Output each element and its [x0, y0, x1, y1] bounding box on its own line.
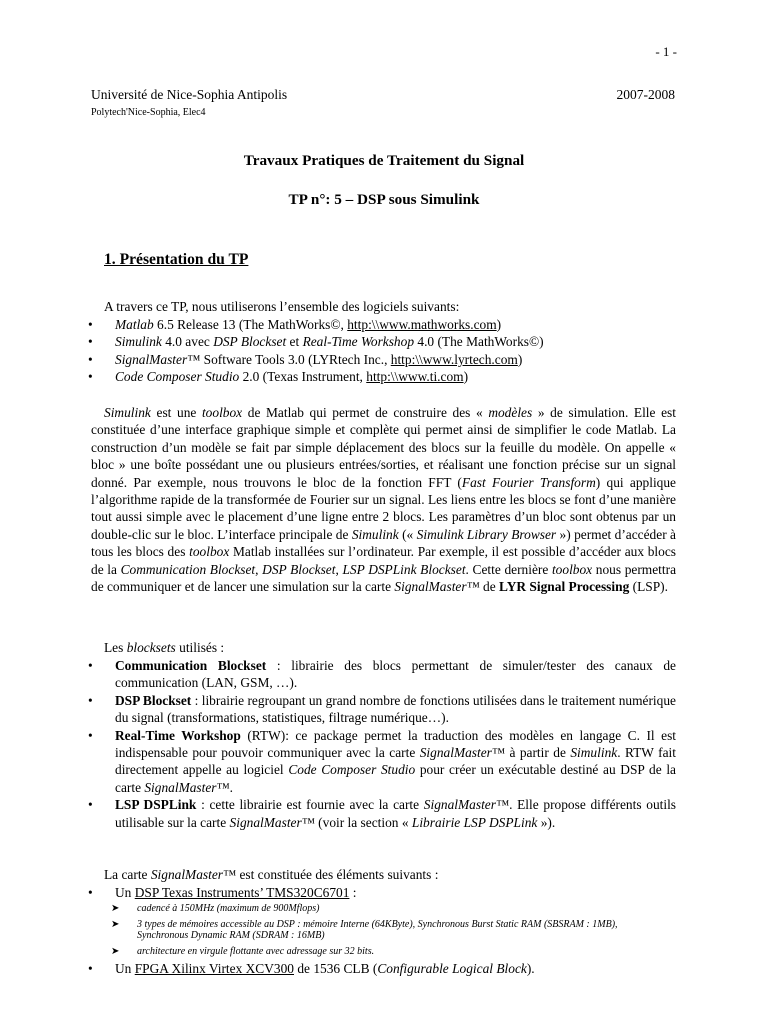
blocksets-list	[88, 657, 676, 831]
document-title: Travaux Pratiques de Traitement du Signal	[243, 152, 525, 169]
bullet-icon: •	[88, 351, 93, 367]
academic-year: 2007-2008	[616, 87, 675, 102]
dsp-details-list	[111, 903, 671, 961]
bullet-icon: •	[88, 797, 93, 813]
arrow-bullet-icon: ➤	[111, 903, 120, 914]
fpga-link[interactable]: FPGA Xilinx Virtex XCV300	[134, 961, 294, 976]
dsp-link[interactable]: DSP Texas Instruments’ TMS320C6701	[134, 885, 350, 900]
bullet-icon: •	[88, 317, 93, 332]
bullet-icon: •	[88, 692, 93, 708]
list-item: • LSP DSPLink : cette librairie est fournie avec la carte SignalMaster™. Elle propose différents outils utilisable sur la carte SignalMaster™ (voir la section « Librairie LSP DSPLink »).	[88, 797, 677, 830]
bullet-icon: •	[88, 658, 93, 673]
carte-list-fpga	[88, 960, 678, 977]
list-item: • DSP Blockset : librairie regroupant un grand nombre de fonctions utilisées dans le traitement numérique du signal (transformations, statistiques, filtrage numérique…).	[88, 692, 676, 726]
list-item: • Matlab 6.5 Release 13 (The MathWorks©, http:\\www.mathworks.com)	[88, 317, 502, 332]
mathworks-link[interactable]: http:\\www.mathworks.com	[347, 317, 497, 332]
list-item: • Un FPGA Xilinx Virtex XCV300 de 1536 CLB (Configurable Logical Block).	[88, 961, 535, 976]
arrow-bullet-icon: ➤	[111, 945, 120, 957]
department-name: Polytech'Nice-Sophia, Elec4	[91, 107, 206, 118]
bullet-icon: •	[88, 334, 93, 350]
arrow-bullet-icon: ➤	[111, 918, 120, 930]
lyrtech-link[interactable]: http:\\www.lyrtech.com	[390, 351, 518, 367]
list-item: • Communication Blockset : librairie des blocs permettant de simuler/tester des canaux de communication (LAN, GSM, …).	[88, 658, 676, 691]
list-item: • Real-Time Workshop (RTW): ce package permet la traduction des modèles en langage C. Il est indispensable pour pouvoir communiquer avec la carte SignalMaster™ à partir de Simulink. RTW fait directement appelle au logiciel Code Composer Studio pour créer un exécutable destiné au DSP de la carte SignalMaster™.	[88, 727, 677, 795]
institution-name: Université de Nice-Sophia Antipolis	[91, 87, 288, 102]
carte-list-dsp	[88, 884, 678, 901]
bullet-icon: •	[88, 961, 93, 976]
list-item: ➤ architecture en virgule flottante avec adressage sur 32 bits.	[111, 945, 375, 957]
bullet-icon: •	[88, 727, 93, 743]
page-number: - 1 -	[655, 44, 677, 59]
software-list	[88, 316, 678, 386]
carte-intro: La carte SignalMaster™ est constituée des éléments suivants :	[104, 867, 439, 882]
list-item: ➤ cadencé à 150MHz (maximum de 900Mflops)	[111, 903, 320, 914]
bullet-icon: •	[88, 885, 93, 900]
list-item: ➤ 3 types de mémoires accessible au DSP : mémoire Interne (64KByte), Synchronous Burst Static RAM (SBSRAM : 1MB), Synchronous Dynamic RAM (SDRAM : 16MB)	[111, 918, 618, 942]
list-item: • SignalMaster™ Software Tools 3.0 (LYRtech Inc., http:\\www.lyrtech.com)	[88, 351, 523, 367]
ti-link[interactable]: http:\\www.ti.com	[366, 369, 464, 385]
intro-text: A travers ce TP, nous utiliserons l’ensemble des logiciels suivants:	[104, 299, 460, 314]
document-subtitle: TP n°: 5 – DSP sous Simulink	[288, 191, 480, 208]
bullet-icon: •	[88, 369, 93, 385]
list-item: • Simulink 4.0 avec DSP Blockset et Real-Time Workshop 4.0 (The MathWorks©)	[88, 334, 544, 350]
blocksets-intro: Les blocksets utilisés :	[104, 640, 225, 655]
list-item: • Un DSP Texas Instruments’ TMS320C6701 :	[88, 885, 357, 900]
simulink-paragraph: Simulink est une toolbox de Matlab qui permet de construire des « modèles » de simulation. Elle est constituée d’une interface graphique simple et complète qui permet ainsi de simplifier le code Matlab. La construction d’un modèle se fait par simple déplacement des blocs sur la feuille du modèle. On appelle « bloc » une boîte possédant une ou plusieurs entrées/sorties, et réalisant une fonction précise sur un signal donné. Par exemple, nous trouvons le bloc de la fonction FFT (Fast Fourier Transform) qui applique l’algorithme rapide de la transformée de Fourier sur un signal. Les liens entre les blocs se font d’une manière tout aussi simple avec le placement d’une ligne entre 2 blocs. Les paramètres d’un bloc sont obtenus par un double-clic sur le bloc. L’interface principale de Simulink (« Simulink Library Browser ») permet d’accéder à tous les blocs des toolbox Matlab installées sur l’ordinateur. Par exemple, il est possible d’accéder aux blocs de la Communication Blockset, DSP Blockset, LSP DSPLink Blockset. Cette dernière toolbox nous permettra de communiquer et de lancer une simulation sur la carte SignalMaster™ de LYR Signal Processing (LSP).	[91, 405, 677, 595]
list-item: • Code Composer Studio 2.0 (Texas Instrument, http:\\www.ti.com)	[88, 369, 469, 385]
section-heading: 1. Présentation du TP	[104, 251, 249, 268]
